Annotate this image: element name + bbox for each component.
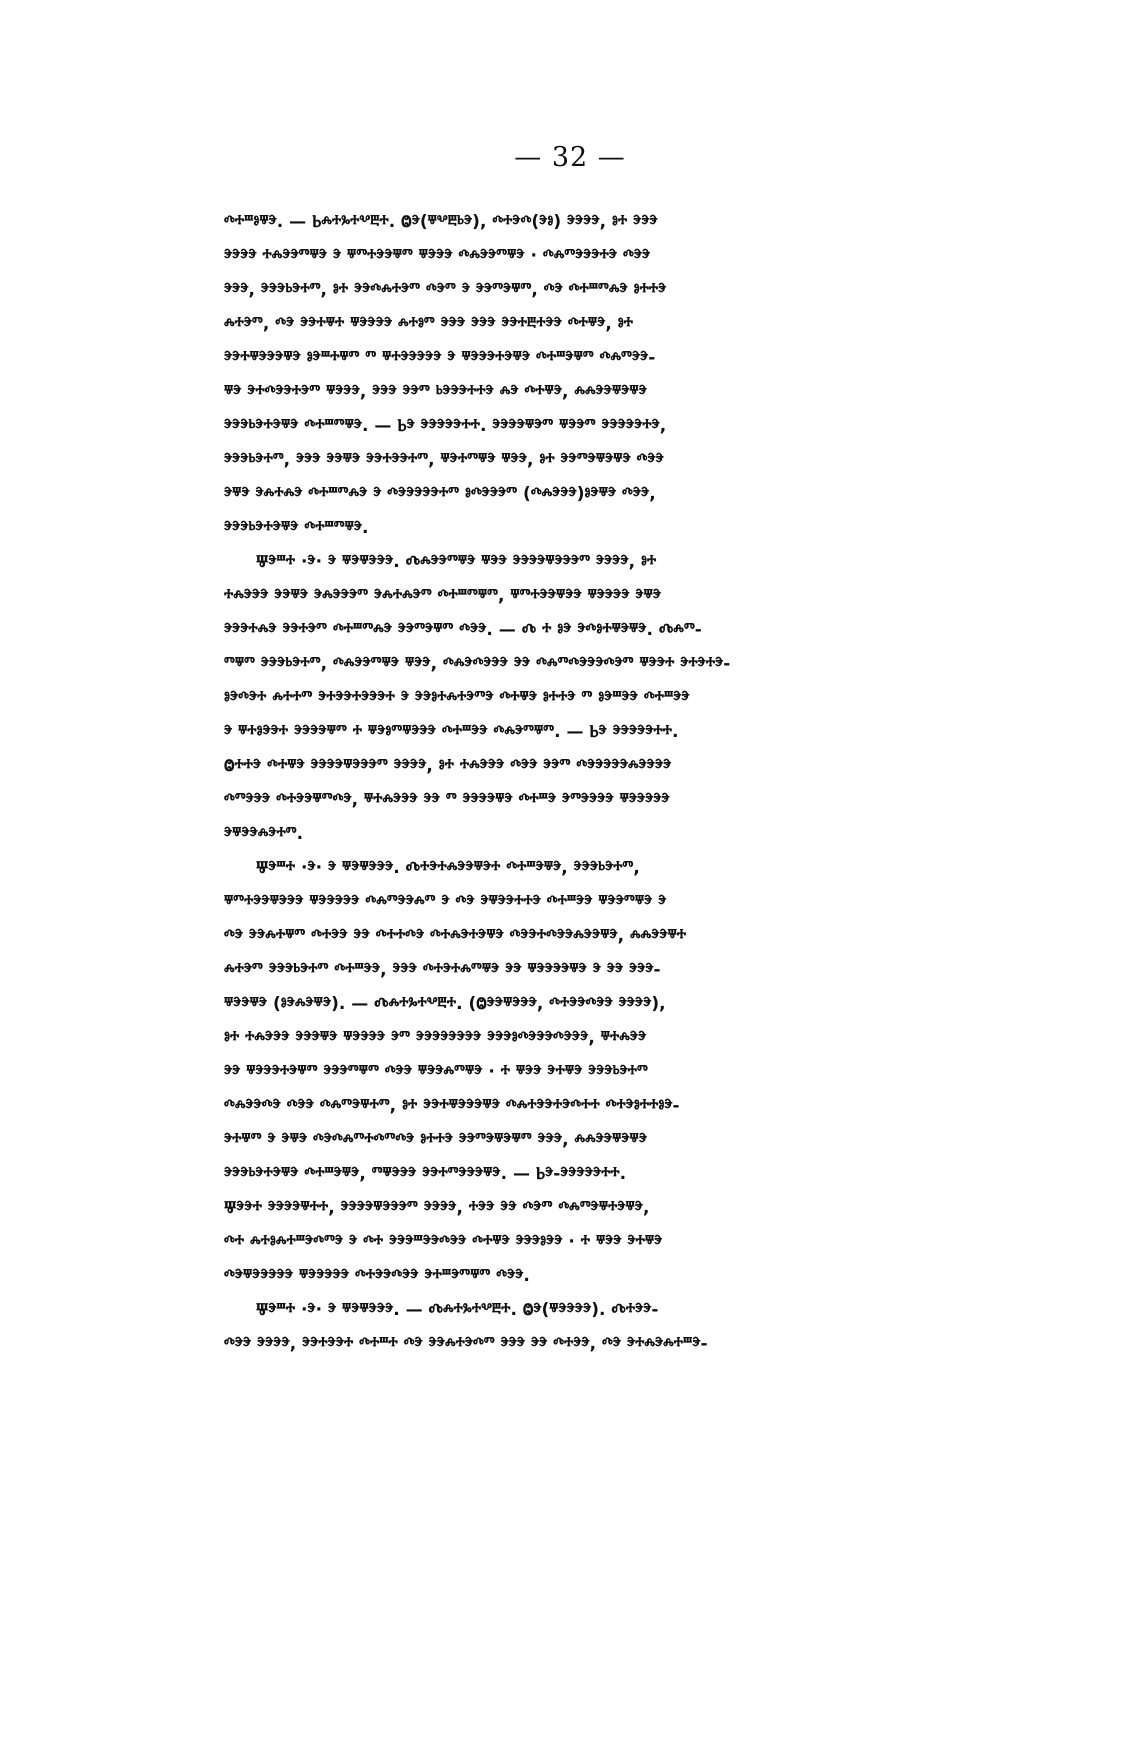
- text-line: Ⱋⰵⱎⰰ ·ⰵ· ⰵ ⱋⰵⱋⰵⰵⰵ. Ⰴⰰⰵⰰⰾⰵⰵⱋⰵⰰ ⰴⰰⱎⰵⱋⰵ, ⰵⰵⰵⱃⰵⰰⱅ,: [256, 858, 640, 878]
- text-line: ⱁⰰ ⰰⰾⰵⰵⰵ ⰵⰵⰵⱋⰵ ⱋⰵⰵⰵⰵ ⰵⱅ ⰵⰵⰵⰵⰵⰵⰵⰵ ⰵⰵⰵⱁⰴⰵⰵⰵⰴⰵⰵⰵ, ⱋⰰⰾⰵⰵ: [224, 1028, 647, 1048]
- paragraph: [224, 1293, 999, 1361]
- text-line: ⰵⰵⰵⱃⰵⰰⰵⱋⰵ ⰴⰰⱎⰵⱋⰵ, ⱅⱋⰵⰵⰵ ⰵⰵⰰⱅⰵⰵⰵⱋⰵ. — Ⱃⰵ-ⰵⰵⰵⰵⰵⰰⰰ.: [224, 1164, 627, 1184]
- text-line: ⱋⱅⰰⰵⰵⱋⰵⰵⰵ ⱋⰵⰵⰵⰵⰵ ⰴⰾⱅⰵⰵⰾⱅ ⰵ ⰴⰵ ⰵⱋⰵⰵⰰⰰⰵ ⰴⰰⱎⰵⰵ ⱋⰵⰵⱅⱋⰵ ⰵ: [224, 892, 667, 912]
- text-line: ⰵⰵⰵⰵ ⰰⰾⰵⰵⱅⱋⰵ ⰵ ⱋⱅⰰⰵⰵⱋⱅ ⱋⰵⰵⰵ ⰴⰾⰵⰵⱅⱋⰵ · ⰴⰾⱅⰵⰵⰵⰰⰵ ⰴⰵⰵ: [224, 246, 651, 266]
- text-line: ⰵⰵⰵⱃⰵⰰⱅ, ⰵⰵⰵ ⰵⰵⱋⰵ ⰵⰵⰰⰵⰵⰰⱅ, ⱋⰵⰰⱅⱋⰵ ⱋⰵⰵ, ⱁⰰ ⰵⰵⱅⰵⱋⰵⱋⰵ ⰴⰵⰵ: [224, 450, 664, 470]
- text-line: ⱅⱋⱅ ⰵⰵⰵⱃⰵⰰⱅ, ⰴⰾⰵⰵⱅⱋⰵ ⱋⰵⰵ, ⰴⰾⰵⰴⰵⰵⰵ ⰵⰵ ⰴⰾⱅⰴⰵⰵⰵⰴⰵⱅ ⱋⰵⰵⰰ ⰵⰰⰵⰰⰵ-: [224, 654, 731, 674]
- text-line: ⱁⰵⰴⰵⰰ ⰾⰰⰰⱅ ⰵⰰⰵⰵⰰⰵⰵⰵⰰ ⰵ ⰵⰵⱁⰰⰾⰰⰵⱅⰵ ⰴⰰⱋⰵ ⱁⰰⰰⰵ ⱅ ⱁⰵⱎⰵⰵ ⰴⰰⱎⰵⰵ: [224, 688, 690, 708]
- text-line: ⰰⰾⰵⰵⰵ ⰵⰵⱋⰵ ⰵⰾⰵⰵⰵⱅ ⰵⰾⰰⰾⰵⱅ ⰴⰰⱎⱅⱋⱅ, ⱋⱅⰰⰵⰵⱋⰵⰵ ⱋⰵⰵⰵⰵ ⰵⱋⰵ: [224, 586, 662, 606]
- text-line: ⰾⰰⰵⱅ, ⰴⰵ ⰵⰵⰰⱋⰰ ⱋⰵⰵⰵⰵ ⰾⰰⱁⱅ ⰵⰵⰵ ⰵⰵⰵ ⰵⰵⰰⰱⰰⰵⰵ ⰴⰰⱋⰵ, ⱁⰰ: [224, 314, 633, 334]
- paragraph: [224, 545, 999, 851]
- text-line: ⰴⰵⰵ ⰵⰵⰵⰵ, ⰵⰵⰰⰵⰵⰰ ⰴⰰⱎⰰ ⰴⰵ ⰵⰵⰾⰰⰵⰴⱅ ⰵⰵⰵ ⰵⰵ ⰴⰰⰵⰵ, ⰴⰵ ⰵⰰⰾⰵⰾⰰⱎⰵ-: [224, 1334, 708, 1354]
- text-line: Ⱋⰵⱎⰰ ·ⰵ· ⰵ ⱋⰵⱋⰵⰵⰵ. — Ⰴⰾⰰⰳⰰⰲⰱⰰ. Ⱉⰵ(ⱋⰵⰵⰵⰵ). Ⰴⰰⰵⰵ-: [256, 1300, 659, 1320]
- text-line: ⰵⱋⰵ ⰵⰾⰰⰾⰵ ⰴⰰⱎⱅⰾⰵ ⰵ ⰴⰵⰵⰵⰵⰵⰰⱅ ⱁⰴⰵⰵⰵⱅ (ⰴⰾⰵⰵⰵ)ⱁⰵⱋⰵ ⰴⰵⰵ,: [224, 484, 656, 504]
- page-number: — 32 —: [514, 142, 626, 173]
- text-line: Ⱉⰰⰰⰵ ⰴⰰⱋⰵ ⰵⰵⰵⰵⱋⰵⰵⰵⱅ ⰵⰵⰵⰵ, ⱁⰰ ⰰⰾⰵⰵⰵ ⰴⰵⰵ ⰵⰵⱅ ⰴⰵⰵⰵⰵⰵⰾⰵⰵⰵⰵ: [224, 756, 672, 776]
- text-line: ⰵⰵⰵⰰⰾⰵ ⰵⰵⰰⰵⱅ ⰴⰰⱎⱅⰾⰵ ⰵⰵⱅⰵⱋⱅ ⰴⰵⰵ. — Ⰴ ⰰ ⱁⰵ ⰵⰴⱁⰰⱋⰵⱋⰵ. Ⰴⰾⱅ-: [224, 620, 702, 640]
- text-line: ⰵⰰⱋⱅ ⰵ ⰵⱋⰵ ⰴⰵⰴⰾⱅⰰⰴⱅⰴⰵ ⱁⰰⰰⰵ ⰵⰵⱅⰵⱋⰵⱋⱅ ⰵⰵⰵ, ⰾⰾⰵⰵⱋⰵⱋⰵ: [224, 1130, 647, 1150]
- text-line: ⱋⰵ ⰵⰰⰴⰵⰵⰰⰵⱅ ⱋⰵⰵⰵ, ⰵⰵⰵ ⰵⰵⱅ ⱃⰵⰵⰵⰰⰰⰵ ⰾⰵ ⰴⰰⱋⰵ, ⰾⰾⰵⰵⱋⰵⱋⰵ: [224, 382, 647, 402]
- text-line: ⰵⰵⰰⱋⰵⰵⰵⱋⰵ ⱁⰵⱎⰰⱋⱅ ⱅ ⱋⰰⰵⰵⰵⰵⰵ ⰵ ⱋⰵⰵⰵⰰⰵⱋⰵ ⰴⰰⱎⰵⱋⱅ ⰴⰾⱅⰵⰵ-: [224, 348, 656, 368]
- text-line: Ⱋⰵⰵⰰ ⰵⰵⰵⰵⱋⰰⰰ, ⰵⰵⰵⰵⱋⰵⰵⰵⱅ ⰵⰵⰵⰵ, ⰰⰵⰵ ⰵⰵ ⰴⰵⱅ ⰴⰾⱅⰵⱋⰰⰵⱋⰵ,: [224, 1198, 650, 1218]
- text-line: ⰴⰵⱋⰵⰵⰵⰵⰵ ⱋⰵⰵⰵⰵⰵ ⰴⰰⰵⰵⰴⰵⰵ ⰵⰰⱎⰵⱅⱋⱅ ⰴⰵⰵ.: [224, 1266, 530, 1286]
- text-line: ⰵⱋⰵⰵⰾⰵⰰⱅ.: [224, 824, 304, 844]
- text-line: ⰵⰵ ⱋⰵⰵⰵⰰⰵⱋⱅ ⰵⰵⰵⱅⱋⱅ ⰴⰵⰵ ⱋⰵⰵⰾⱅⱋⰵ · ⰰ ⱋⰵⰵ ⰵⰰⱋⰵ ⰵⰵⰵⱃⰵⰰⱅ: [224, 1062, 648, 1082]
- text-line: ⰵⰵⰵ, ⰵⰵⰵⱃⰵⰰⱅ, ⱁⰰ ⰵⰵⰴⰾⰰⰵⱅ ⰴⰵⱅ ⰵ ⰵⰵⱅⰵⱋⱅ, ⰴⰵ ⰴⰰⱎⱅⰾⰵ ⱁⰰⰰⰵ: [224, 280, 667, 300]
- text-line: ⰵ ⱋⰰⱁⰵⰵⰰ ⰵⰵⰵⰵⱋⱅ ⰰ ⱋⰵⱁⱅⱋⰵⰵⰵ ⰴⰰⱎⰵⰵ ⰴⰾⰵⱅⱋⱅ. — Ⱃⰵ ⰵⰵⰵⰵⰵⰰⰰ.: [224, 722, 679, 742]
- text-line: ⰵⰵⰵⱃⰵⰰⰵⱋⰵ ⰴⰰⱎⱅⱋⰵ.: [224, 518, 369, 538]
- text-line: Ⱋⰵⱎⰰ ·ⰵ· ⰵ ⱋⰵⱋⰵⰵⰵ. Ⰴⰾⰵⰵⱅⱋⰵ ⱋⰵⰵ ⰵⰵⰵⰵⱋⰵⰵⰵⱅ ⰵⰵⰵⰵ, ⱁⰰ: [256, 552, 657, 572]
- text-line: ⰵⰵⰵⱃⰵⰰⰵⱋⰵ ⰴⰰⱎⱅⱋⰵ. — Ⱃⰵ ⰵⰵⰵⰵⰵⰰⰰ. ⰵⰵⰵⰵⱋⰵⱅ ⱋⰵⰵⱅ ⰵⰵⰵⰵⰵⰰⰵ,: [224, 416, 667, 436]
- text-line: ⰾⰰⰵⱅ ⰵⰵⰵⱃⰵⰰⱅ ⰴⰰⱎⰵⰵ, ⰵⰵⰵ ⰴⰰⰵⰰⰾⱅⱋⰵ ⰵⰵ ⱋⰵⰵⰵⰵⱋⰵ ⰵ ⰵⰵ ⰵⰵⰵ-: [224, 960, 661, 980]
- text-line: ⰴⰾⰵⰵⰴⰵ ⰴⰵⰵ ⰴⰾⱅⰵⱋⰰⱅ, ⱁⰰ ⰵⰵⰰⱋⰵⰵⰵⱋⰵ ⰴⰾⰰⰵⰵⰰⰵⰴⰰⰰ ⰴⰰⰵⱁⰰⰰⱁⰵ-: [224, 1096, 680, 1116]
- text-line: ⰴⰰ ⰾⰰⱁⰾⰰⱎⰵⰴⱅⰵ ⰵ ⰴⰰ ⰵⰵⰵⱎⰵⰵⰴⰵⰵ ⰴⰰⱋⰵ ⰵⰵⰵⱁⰵⰵ · ⰰ ⱋⰵⰵ ⰵⰰⱋⰵ: [224, 1232, 663, 1252]
- text-line: ⱋⰵⰵⱋⰵ (ⱁⰵⰾⰵⱋⰵ). — Ⰴⰾⰰⰳⰰⰲⰱⰰ. (Ⱉⰵⰵⱋⰵⰵⰵ, ⰴⰰⰵⰵⰴⰵⰵ ⰵⰵⰵⰵ),: [224, 994, 666, 1014]
- paragraph: [224, 205, 999, 545]
- text-line: ⰴⰰⱎⱁⱋⰵ. — Ⱃⰾⰰⰳⰰⰲⰱⰰ. Ⱉⰵ(ⱋⰲⰱⱃⰵ), ⰴⰰⰵⰴ(ⰵⱁ) ⰵⰵⰵⰵ, ⱁⰰ ⰵⰵⰵ: [224, 212, 658, 232]
- text-line: ⰴⰵ ⰵⰵⰾⰰⱋⱅ ⰴⰰⰵⰵ ⰵⰵ ⰴⰰⰰⰴⰵ ⰴⰰⰾⰵⰰⰵⱋⰵ ⰴⰵⰵⰰⰴⰵⰵⰾⰵⰵⱋⰵ, ⰾⰾⰵⰵⱋⰰ: [224, 926, 687, 946]
- paragraph: [224, 851, 999, 1293]
- text-line: ⰴⱅⰵⰵⰵ ⰴⰰⰵⰵⱋⱅⰴⰵ, ⱋⰰⰾⰵⰵⰵ ⰵⰵ ⱅ ⰵⰵⰵⰵⱋⰵ ⰴⰰⱎⰵ ⰵⱅⰵⰵⰵⰵ ⱋⰵⰵⰵⰵⰵ: [224, 790, 670, 810]
- body-text: [224, 205, 999, 1361]
